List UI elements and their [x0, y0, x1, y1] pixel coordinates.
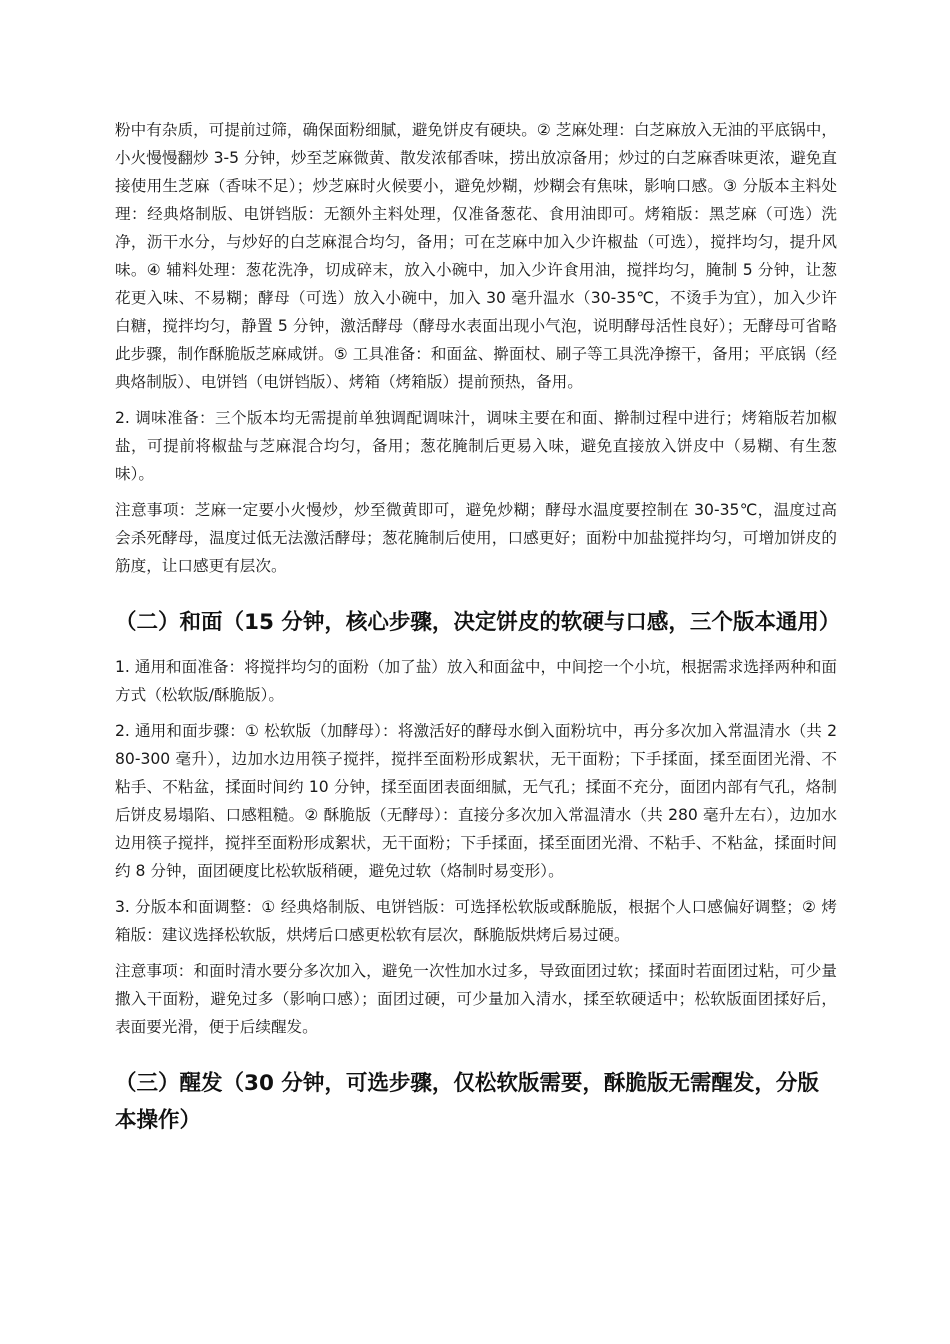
paragraph-ingredient-prep: 粉中有杂质，可提前过筛，确保面粉细腻，避免饼皮有硬块。② 芝麻处理：白芝麻放入无油的平底锅中，小火慢慢翻炒 3-5 分钟，炒至芝麻微黄、散发浓郁香味，捞出放凉备用；炒过的白芝麻香味更浓，避免直接使用生芝麻（香味不足）；炒芝麻时火候要小，避免炒糊，炒糊会有焦味，影响口感。③ 分版本主料处理：经典烙制版、电饼铛版：无额外主料处理，仅准备葱花、食用油即可。烤箱版：黑芝麻（可选）洗净，沥干水分，与炒好的白芝麻混合均匀，备用；可在芝麻中加入少许椒盐（可选），搅拌均匀，提升风味。④ 辅料处理：葱花洗净，切成碎末，放入小碗中，加入少许食用油，搅拌均匀，腌制 5 分钟，让葱花更入味、不易糊；酵母（可选）放入小碗中，加入 30 毫升温水（30-35℃，不烫手为宜），加入少许白糖，搅拌均匀，静置 5 分钟，激活酵母（酵母水表面出现小气泡，说明酵母活性良好）；无酵母可省略此步骤，制作酥脆版芝麻咸饼。⑤ 工具准备：和面盆、擀面杖、刷子等工具洗净擦干，备用；平底锅（经典烙制版）、电饼铛（电饼铛版）、烤箱（烤箱版）提前预热，备用。 [115, 121, 837, 391]
paragraph-kneading-steps: 2. 通用和面步骤：① 松软版（加酵母）：将激活好的酵母水倒入面粉坑中，再分多次加入常温清水（共 280-300 毫升），边加水边用筷子搅拌，搅拌至面粉形成絮状，无干面粉；下手揉面，揉至面团光滑、不粘手、不粘盆，揉面时间约 10 分钟，揉至面团表面细腻，无气孔；揉面不充分，面团内部有气孔，烙制后饼皮易塌陷、口感粗糙。② 酥脆版（无酵母）：直接分多次加入常温清水（共 280 毫升左右），边加水边用筷子搅拌，搅拌至面粉形成絮状，无干面粉；下手揉面，揉至面团光滑、不粘手、不粘盆，揉面时间约 8 分钟，面团硬度比松软版稍硬，避免过软（烙制时易变形）。 [115, 722, 837, 880]
section-heading-kneading: （二）和面（15 分钟，核心步骤，决定饼皮的软硬与口感，三个版本通用） [115, 610, 841, 635]
paragraph-kneading-adjust: 3. 分版本和面调整：① 经典烙制版、电饼铛版：可选择松软版或酥脆版，根据个人口感偏好调整；② 烤箱版：建议选择松软版，烘烤后口感更松软有层次，酥脆版烘烤后易过硬。 [115, 898, 837, 944]
section-heading-proofing: （三）醒发（30 分钟，可选步骤，仅松软版需要，酥脆版无需醒发，分版本操作） [115, 1071, 819, 1133]
paragraph-prep-notes: 注意事项：芝麻一定要小火慢炒，炒至微黄即可，避免炒糊；酵母水温度要控制在 30-35℃，温度过高会杀死酵母，温度过低无法激活酵母；葱花腌制后使用，口感更好；面粉中加盐搅拌均匀，可增加饼皮的筋度，让口感更有层次。 [115, 501, 837, 575]
paragraph-seasoning-prep: 2. 调味准备：三个版本均无需提前单独调配调味汁，调味主要在和面、擀制过程中进行；烤箱版若加椒盐，可提前将椒盐与芝麻混合均匀，备用；葱花腌制后更易入味，避免直接放入饼皮中（易糊、有生葱味）。 [115, 409, 837, 483]
paragraph-kneading-prep: 1. 通用和面准备：将搅拌均匀的面粉（加了盐）放入和面盆中，中间挖一个小坑，根据需求选择两种和面方式（松软版/酥脆版）。 [115, 658, 837, 704]
document-page [115, 116, 841, 1151]
paragraph-kneading-notes: 注意事项：和面时清水要分多次加入，避免一次性加水过多，导致面团过软；揉面时若面团过粘，可少量撒入干面粉，避免过多（影响口感）；面团过硬，可少量加入清水，揉至软硬适中；松软版面团揉好后，表面要光滑，便于后续醒发。 [115, 962, 837, 1036]
